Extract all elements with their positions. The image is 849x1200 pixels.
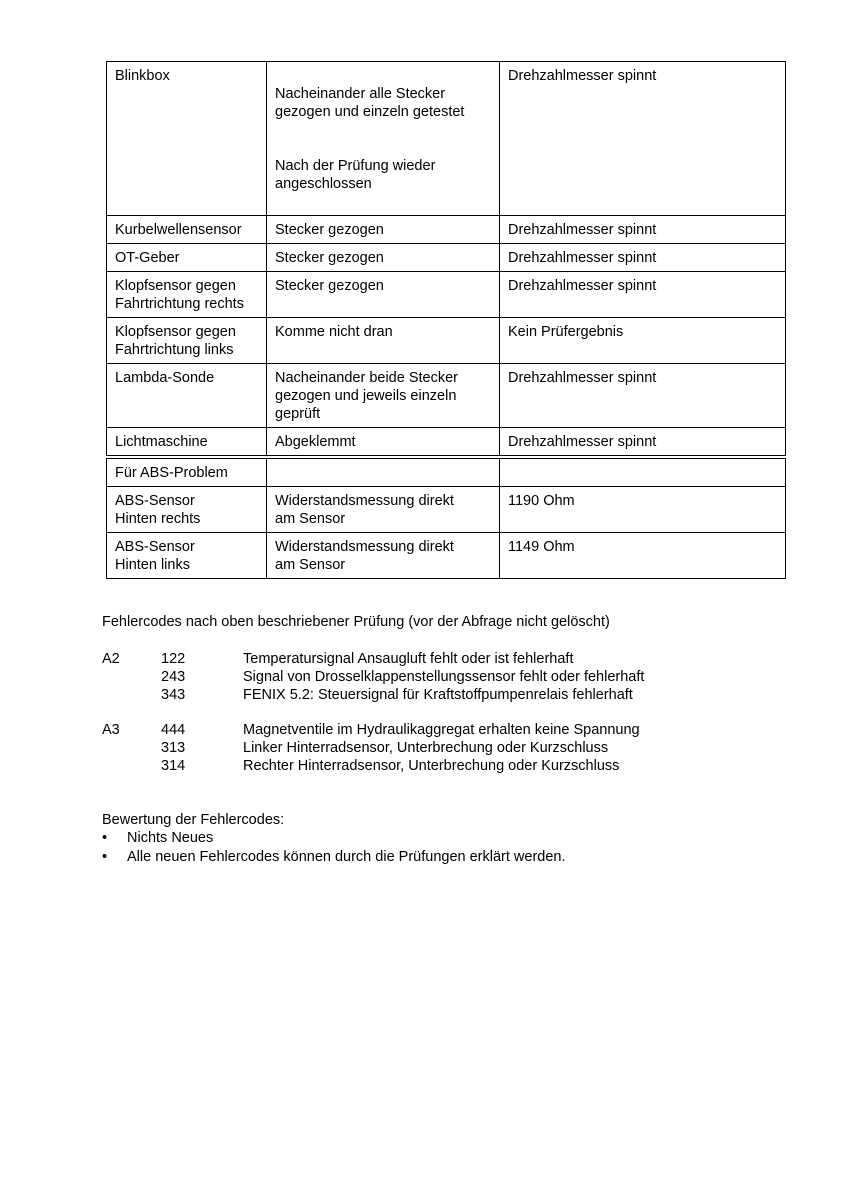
- result-cell: Drehzahlmesser spinnt: [500, 364, 786, 428]
- result-cell: Drehzahlmesser spinnt: [500, 62, 786, 216]
- table-row: [107, 272, 786, 318]
- error-code: 122: [161, 651, 186, 667]
- action-cell: Widerstandsmessung direkt am Sensor: [267, 533, 500, 579]
- list-item-text: Alle neuen Fehlercodes können durch die Prüfungen erklärt werden.: [127, 849, 566, 865]
- result-cell: [500, 459, 786, 487]
- component-cell: Lichtmaschine: [107, 428, 267, 456]
- bullet-icon: •: [102, 849, 108, 865]
- action-cell: Widerstandsmessung direkt am Sensor: [267, 487, 500, 533]
- group-label: A2: [102, 651, 120, 667]
- action-cell: Stecker gezogen: [267, 216, 500, 244]
- component-cell: Kurbelwellensensor: [107, 216, 267, 244]
- list-item-text: Nichts Neues: [127, 830, 214, 846]
- table-row: [107, 216, 786, 244]
- component-cell: Blinkbox: [107, 62, 267, 216]
- action-paragraph: Nacheinander alle Stecker gezogen und einzeln getestet: [275, 86, 465, 120]
- table-row: [107, 318, 786, 364]
- bullet-icon: •: [102, 830, 108, 846]
- component-cell: Für ABS-Problem: [107, 459, 267, 487]
- table-row: [107, 244, 786, 272]
- error-description: Signal von Drosselklappenstellungssensor fehlt oder fehlerhaft: [243, 669, 645, 685]
- abs-sensor-table: [106, 458, 786, 579]
- table-row: [107, 428, 786, 456]
- action-cell: [267, 62, 500, 216]
- component-cell: ABS-Sensor Hinten rechts: [107, 487, 267, 533]
- action-cell: Stecker gezogen: [267, 272, 500, 318]
- error-code: 444: [161, 722, 186, 738]
- error-description: FENIX 5.2: Steuersignal für Kraftstoffpumpenrelais fehlerhaft: [243, 687, 633, 703]
- error-description: Magnetventile im Hydraulikaggregat erhalten keine Spannung: [243, 722, 640, 738]
- error-description: Linker Hinterradsensor, Unterbrechung oder Kurzschluss: [243, 740, 609, 756]
- action-cell: Nacheinander beide Stecker gezogen und jeweils einzeln geprüft: [267, 364, 500, 428]
- error-description: Rechter Hinterradsensor, Unterbrechung oder Kurzschluss: [243, 758, 620, 774]
- action-cell: [267, 459, 500, 487]
- error-code: 314: [161, 758, 186, 774]
- table-row: [107, 459, 786, 487]
- result-cell: 1149 Ohm: [500, 533, 786, 579]
- result-cell: 1190 Ohm: [500, 487, 786, 533]
- result-cell: Drehzahlmesser spinnt: [500, 272, 786, 318]
- bewertung-list: [102, 829, 566, 867]
- component-cell: Klopfsensor gegen Fahrtrichtung rechts: [107, 272, 267, 318]
- error-code: 343: [161, 687, 186, 703]
- fehlercodes-heading: Fehlercodes nach oben beschriebener Prüfung (vor der Abfrage nicht gelöscht): [102, 614, 610, 630]
- result-cell: Drehzahlmesser spinnt: [500, 216, 786, 244]
- component-cell: ABS-Sensor Hinten links: [107, 533, 267, 579]
- action-cell: Stecker gezogen: [267, 244, 500, 272]
- component-cell: Lambda-Sonde: [107, 364, 267, 428]
- table-row: [107, 62, 786, 216]
- error-code: 243: [161, 669, 186, 685]
- table-row: [107, 364, 786, 428]
- bewertung-heading: Bewertung der Fehlercodes:: [102, 812, 285, 828]
- error-description: Temperatursignal Ansaugluft fehlt oder ist fehlerhaft: [243, 651, 574, 667]
- component-cell: Klopfsensor gegen Fahrtrichtung links: [107, 318, 267, 364]
- component-cell: OT-Geber: [107, 244, 267, 272]
- list-item: [102, 829, 566, 848]
- table-row: [107, 533, 786, 579]
- result-cell: Drehzahlmesser spinnt: [500, 428, 786, 456]
- table-row: [107, 487, 786, 533]
- result-cell: Kein Prüfergebnis: [500, 318, 786, 364]
- result-cell: Drehzahlmesser spinnt: [500, 244, 786, 272]
- list-item: [102, 848, 566, 867]
- test-results-table: [106, 61, 786, 456]
- error-code: 313: [161, 740, 186, 756]
- group-label: A3: [102, 722, 120, 738]
- action-cell: Komme nicht dran: [267, 318, 500, 364]
- action-paragraph: Nach der Prüfung wieder angeschlossen: [275, 158, 436, 192]
- action-cell: Abgeklemmt: [267, 428, 500, 456]
